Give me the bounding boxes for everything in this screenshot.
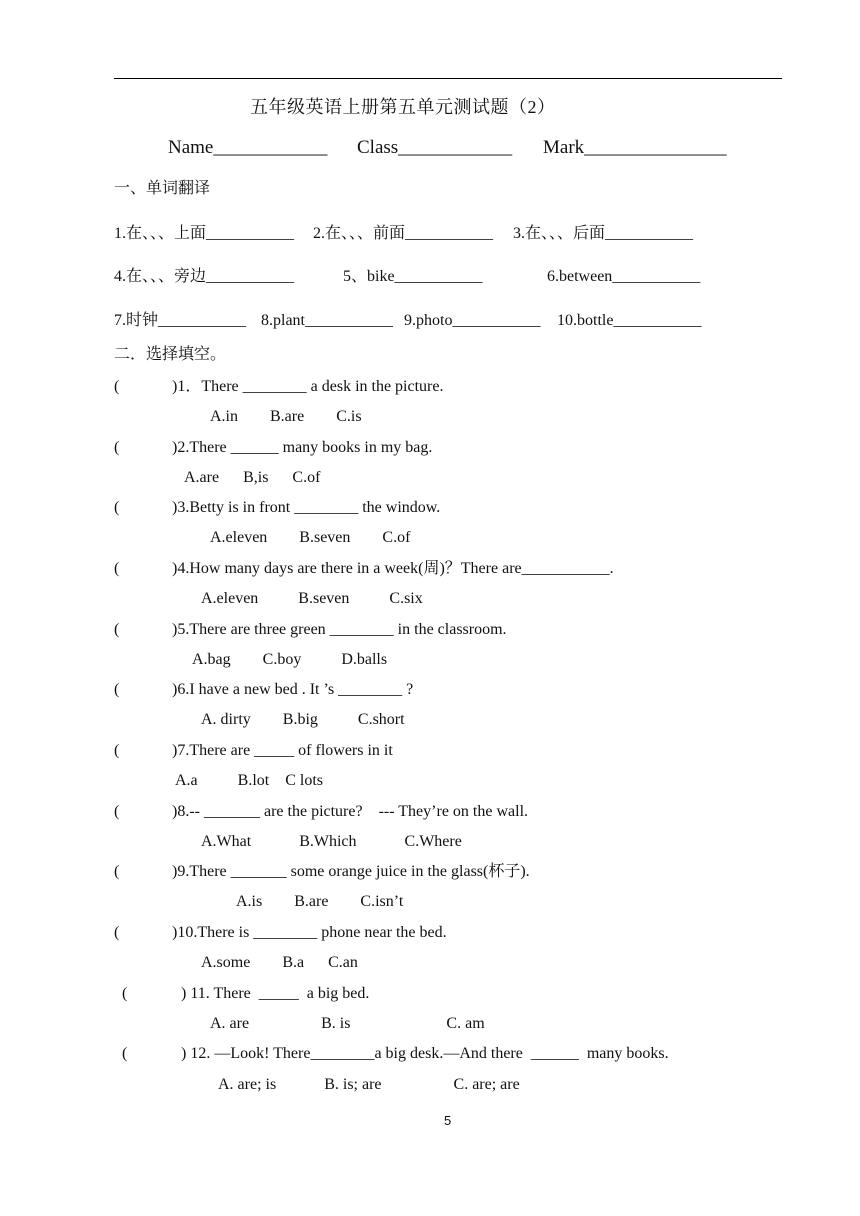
vocab-item-3: 3.在、、、后面___________ bbox=[513, 225, 694, 242]
header-rule bbox=[114, 78, 782, 79]
answer-paren: ( bbox=[122, 985, 128, 1002]
document-title: 五年级英语上册第五单元测试题（2） bbox=[250, 97, 556, 117]
answer-paren: ( bbox=[114, 863, 120, 880]
question-options: A.What B.Which C.Where bbox=[201, 833, 462, 850]
page-number: 5 bbox=[444, 1113, 452, 1128]
question-text: )8.-- _______ are the picture? --- They’re on the wall. bbox=[172, 803, 529, 820]
vocab-item-10: 10.bottle___________ bbox=[557, 312, 702, 329]
question-options: A.some B.a C.an bbox=[201, 954, 358, 971]
question-text: )3.Betty is in front ________ the window. bbox=[172, 499, 441, 516]
question-text: ) 11. There _____ a big bed. bbox=[181, 985, 370, 1002]
answer-paren: ( bbox=[114, 621, 120, 638]
name-field: Name____________ bbox=[168, 137, 328, 158]
section-2-heading: 二．选择填空。 bbox=[114, 346, 227, 363]
answer-paren: ( bbox=[114, 742, 120, 759]
class-field: Class____________ bbox=[357, 137, 513, 158]
question-text: )1．There ________ a desk in the picture. bbox=[172, 378, 444, 395]
question-text: )9.There _______ some orange juice in the glass(杯子). bbox=[172, 863, 530, 880]
question-options: A.eleven B.seven C.of bbox=[210, 529, 411, 546]
question-options: A. are; is B. is; are C. are; are bbox=[218, 1076, 520, 1093]
question-options: A.are B,is C.of bbox=[184, 469, 321, 486]
question-text: )5.There are three green ________ in the classroom. bbox=[172, 621, 507, 638]
question-options: A.bag C.boy D.balls bbox=[192, 651, 388, 668]
answer-paren: ( bbox=[114, 560, 120, 577]
answer-paren: ( bbox=[114, 681, 120, 698]
question-text: )10.There is ________ phone near the bed. bbox=[172, 924, 447, 941]
question-text: )2.There ______ many books in my bag. bbox=[172, 439, 433, 456]
vocab-item-7: 7.时钟___________ bbox=[114, 312, 247, 329]
answer-paren: ( bbox=[114, 924, 120, 941]
vocab-item-1: 1.在、、、上面___________ bbox=[114, 225, 295, 242]
vocab-item-4: 4.在、、、旁边___________ bbox=[114, 268, 295, 285]
question-text: )4.How many days are there in a week(周)？There are___________. bbox=[172, 560, 614, 577]
answer-paren: ( bbox=[114, 803, 120, 820]
question-options: A.a B.lot C lots bbox=[175, 772, 324, 789]
vocab-item-8: 8.plant___________ bbox=[261, 312, 393, 329]
answer-paren: ( bbox=[114, 378, 120, 395]
vocab-item-5: 5、bike___________ bbox=[343, 268, 483, 285]
question-text: )7.There are _____ of flowers in it bbox=[172, 742, 393, 759]
question-text: )6.I have a new bed . It ’s ________ ? bbox=[172, 681, 414, 698]
section-1-heading: 一、单词翻译 bbox=[114, 180, 211, 197]
question-options: A.eleven B.seven C.six bbox=[201, 590, 423, 607]
vocab-item-2: 2.在、、、前面___________ bbox=[313, 225, 494, 242]
answer-paren: ( bbox=[122, 1045, 128, 1062]
mark-field: Mark_______________ bbox=[543, 137, 727, 158]
question-options: A. dirty B.big C.short bbox=[201, 711, 405, 728]
vocab-item-9: 9.photo___________ bbox=[404, 312, 541, 329]
question-text: ) 12. —Look! There________a big desk.—And there ______ many books. bbox=[181, 1045, 669, 1062]
vocab-item-6: 6.between___________ bbox=[547, 268, 701, 285]
answer-paren: ( bbox=[114, 439, 120, 456]
question-options: A.in B.are C.is bbox=[210, 408, 362, 425]
answer-paren: ( bbox=[114, 499, 120, 516]
question-options: A. are B. is C. am bbox=[210, 1015, 485, 1032]
question-options: A.is B.are C.isn’t bbox=[236, 893, 404, 910]
